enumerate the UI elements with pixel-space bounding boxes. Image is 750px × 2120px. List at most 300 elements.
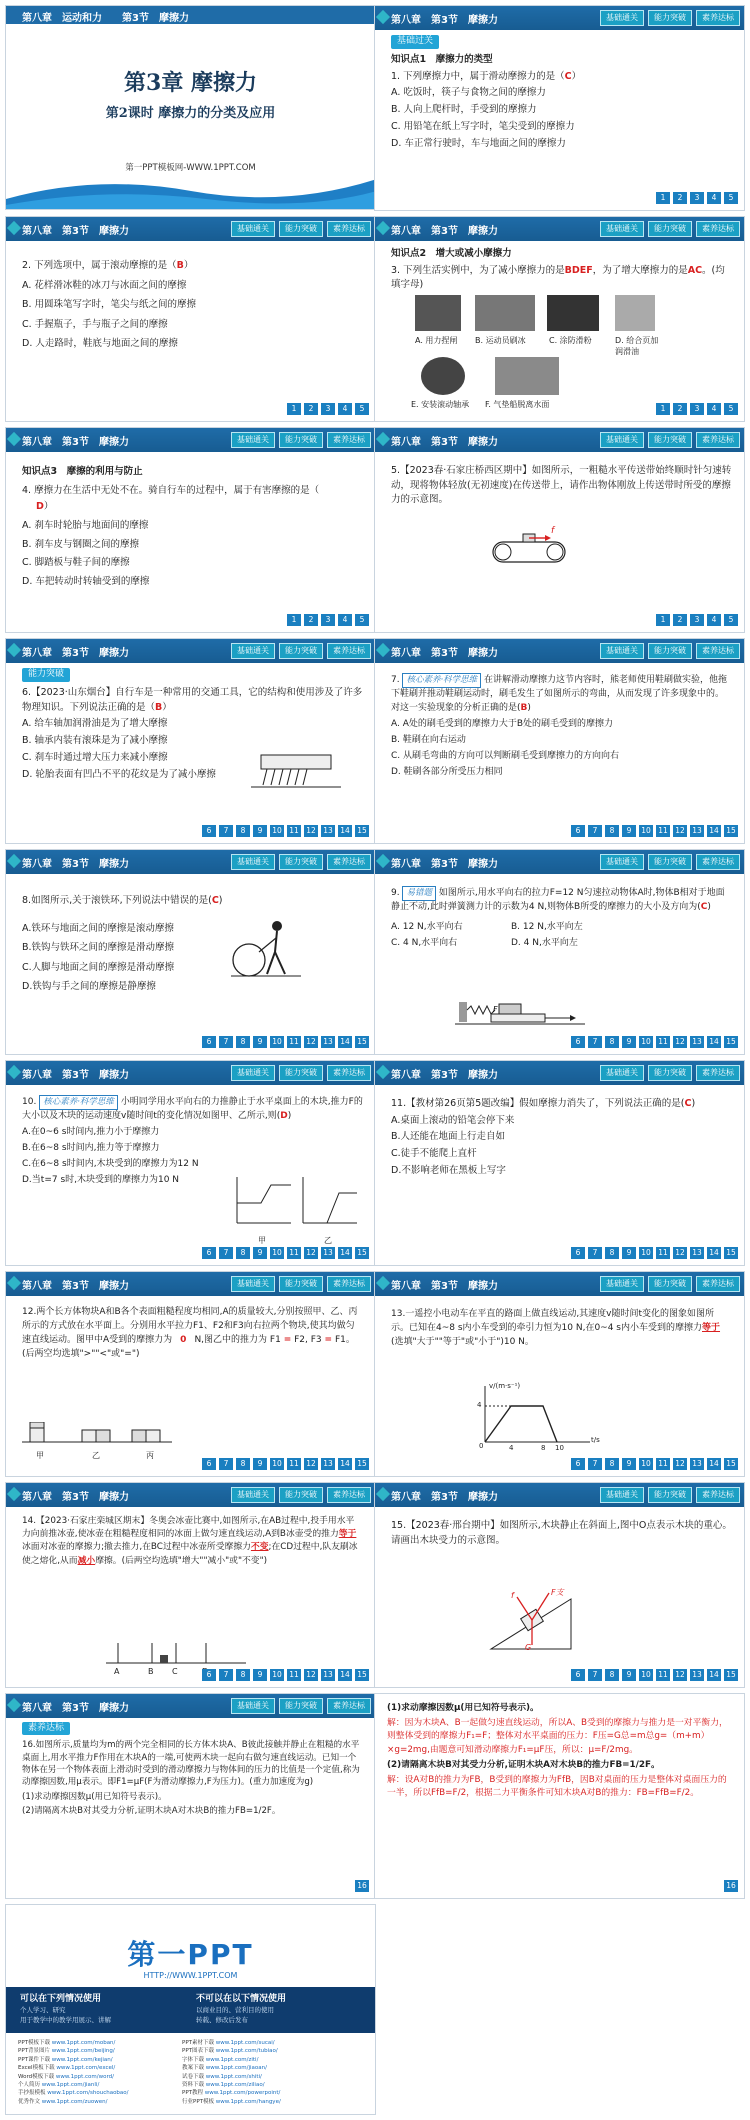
page-link[interactable]: 4 (338, 403, 352, 415)
page-link[interactable]: 6 (202, 1247, 216, 1259)
page-link[interactable]: 1 (656, 192, 670, 204)
question-text: 14.【2023·石家庄栾城区期末】冬奥会冰壶比赛中,如图所示,在AB过程中,投手用水平力向前推冰壶,使冰壶在粗糙程度相同的冰面上做匀速直线运动,A到B冰壶受的推力等于冰面对冰壶的摩擦力;撤去推力,在BC过程中冰壶所受摩擦力不变;在CD过程中,队友刷冰使之熔化,从而减小摩擦。(后两空均选填"增大""减小"或"不变") (22, 1516, 358, 1566)
page-link[interactable]: 9 (253, 1247, 267, 1259)
page-link[interactable]: 4 (707, 403, 721, 415)
ability-button[interactable]: 能力突破 (648, 1276, 692, 1292)
page-link[interactable]: 9 (622, 825, 636, 837)
cover-subtitle: 第2课时 摩擦力的分类及应用 (105, 106, 276, 121)
page-link[interactable]: 15 (724, 1036, 738, 1048)
link-label: 行业PPT模板 (182, 2098, 214, 2105)
page-link[interactable]: 15 (355, 1247, 369, 1259)
basic-button[interactable]: 基础通关 (600, 643, 644, 659)
basic-button[interactable]: 基础通关 (231, 221, 275, 237)
page-link[interactable]: 15 (355, 825, 369, 837)
link-url[interactable]: www.1ppt.com/word/ (55, 2073, 114, 2080)
page-link[interactable]: 8 (605, 1458, 619, 1470)
link-url[interactable]: www.1ppt.com/ziti/ (205, 2056, 259, 2063)
page-link[interactable]: 12 (673, 825, 687, 837)
page-link[interactable]: 9 (622, 1036, 636, 1048)
x-tick: 4 (509, 1444, 514, 1452)
page-link[interactable]: 8 (605, 1669, 619, 1681)
page-link[interactable]: 1 (287, 614, 301, 626)
page-link[interactable]: 6 (202, 825, 216, 837)
link-label: Word模板下载 (18, 2073, 55, 2080)
slide-header (375, 1272, 744, 1296)
page-link[interactable]: 11 (656, 1036, 670, 1048)
force-velocity-graphs (231, 1173, 361, 1233)
page-link[interactable]: 12 (673, 1669, 687, 1681)
page-link[interactable]: 8 (236, 825, 250, 837)
option-a: A. 吃饭时，筷子与食物之间的摩擦力 (391, 87, 546, 99)
link-url[interactable]: www.1ppt.com/hangye/ (215, 2098, 281, 2105)
literacy-button[interactable]: 素养达标 (327, 854, 371, 870)
page-link[interactable]: 7 (219, 1669, 233, 1681)
option-a: A. 给车轴加润滑油是为了增大摩擦 (22, 718, 168, 730)
link-url[interactable]: www.1ppt.com/zuowen/ (41, 2098, 108, 2105)
link-url[interactable]: www.1ppt.com/shouchaobao/ (47, 2090, 129, 2097)
page-link[interactable]: 9 (253, 1458, 267, 1470)
literacy-button[interactable]: 素养达标 (696, 643, 740, 659)
page-link[interactable]: 5 (724, 192, 738, 204)
question-text: 5.【2023春·石家庄桥西区期中】如图所示，一粗糙水平传送带始终顺时针匀速转动，现将物体轻放(无初速度)在传送带上，请作出物体刚放上传送带时所受的摩擦力的示意图。 (391, 465, 732, 506)
page-link[interactable]: 14 (707, 1458, 721, 1470)
option-b: B.铁钩与铁环之间的摩擦是滑动摩擦 (22, 942, 175, 954)
allow-item-1: 个人学习、研究 (20, 2006, 66, 2014)
conveyor-figure (485, 528, 575, 568)
slide-cover (5, 5, 376, 210)
diamond-icon (7, 643, 21, 657)
slide-header (375, 850, 744, 874)
option-c: C. 脚踏板与鞋子间的摩擦 (22, 557, 130, 569)
diamond-icon (7, 1276, 21, 1290)
sub-question-1: (1)求动摩擦因数μ(用已知符号表示)。 (387, 1703, 539, 1713)
page-link[interactable]: 7 (219, 1036, 233, 1048)
page-link[interactable]: 10 (270, 1458, 284, 1470)
link-label: 手抄报模板 (18, 2090, 46, 2097)
allow-title: 可以在下列情况使用 (20, 1994, 102, 2004)
ability-button[interactable]: 能力突破 (648, 10, 692, 26)
page-link[interactable]: 6 (202, 1458, 216, 1470)
link-url[interactable]: www.1ppt.com/ziliao/ (205, 2082, 265, 2089)
point-c: C (172, 1667, 178, 1676)
link-label: 优秀作文 (18, 2098, 41, 2105)
page-link[interactable]: 4 (338, 614, 352, 626)
page-link[interactable]: 10 (270, 825, 284, 837)
page-link[interactable]: 2 (673, 403, 687, 415)
pager (571, 1036, 738, 1048)
page-link[interactable]: 7 (588, 1669, 602, 1681)
ability-button[interactable]: 能力突破 (279, 1276, 323, 1292)
pager (571, 1458, 738, 1470)
basic-button[interactable]: 基础通关 (600, 854, 644, 870)
pager (571, 1247, 738, 1259)
ability-button[interactable]: 能力突破 (648, 221, 692, 237)
diamond-icon (376, 432, 390, 446)
literacy-button[interactable]: 素养达标 (327, 1487, 371, 1503)
page-link[interactable]: 9 (253, 825, 267, 837)
page-link[interactable]: 8 (605, 1036, 619, 1048)
page-link[interactable]: 11 (656, 1669, 670, 1681)
diamond-icon (7, 854, 21, 868)
page-link[interactable]: 15 (724, 1669, 738, 1681)
literacy-button[interactable]: 素养达标 (696, 1276, 740, 1292)
page-link[interactable]: 9 (253, 1036, 267, 1048)
velocity-time-graph (465, 1382, 595, 1452)
curling-figure (106, 1643, 246, 1667)
page-link[interactable]: 6 (571, 1036, 585, 1048)
page-link[interactable]: 6 (202, 1036, 216, 1048)
question-text: 2. 下列选项中，属于滚动摩擦的是（B） (22, 260, 194, 271)
page-link[interactable]: 10 (270, 1247, 284, 1259)
question-text: 16.如图所示,质量均为m的两个完全相同的长方体木块A、B彼此接触并静止在粗糙的水平桌面上,用水平推力F作用在木块A的一端,可使两木块一起向右做匀速直线运动。已知一个物体在另一个物体表面上滑动时受到的滑动摩擦力与物体间的压力的比值是一个定值,称为动摩擦因数,用μ表示。即F1=μF(F为滑动摩擦力,F为压力)。(重力加速度为g) (22, 1740, 360, 1788)
bearing-photo (421, 357, 465, 395)
literacy-button[interactable]: 素养达标 (696, 221, 740, 237)
slide-q8 (5, 849, 376, 1055)
literacy-button[interactable]: 素养达标 (327, 1065, 371, 1081)
page-link[interactable]: 10 (270, 1036, 284, 1048)
literacy-button[interactable]: 素养达标 (696, 432, 740, 448)
question-text: 1. 下列摩擦力中，属于滑动摩擦力的是（C） (391, 70, 582, 82)
caption-e: E. 安装滚动轴承 (411, 400, 470, 409)
literacy-button[interactable]: 素养达标 (327, 643, 371, 659)
page-link[interactable]: 12 (304, 825, 318, 837)
ability-button[interactable]: 能力突破 (648, 854, 692, 870)
diamond-icon (376, 221, 390, 235)
slide-q6 (5, 638, 376, 844)
cover-title: 第3章 摩擦力 (124, 70, 257, 96)
ability-button[interactable]: 能力突破 (279, 643, 323, 659)
option-a: A. 花样滑冰鞋的冰刀与冰面之间的摩擦 (22, 279, 187, 291)
page-link[interactable]: 13 (321, 1458, 335, 1470)
question-text: 9. 易错题 如图所示,用水平向右的拉力F=12 N匀速拉动物体A时,物体B相对于地面静止不动,此时弹簧测力计的示数为4 N,则物体B所受的摩擦力的大小及方向为(C) (391, 888, 725, 913)
diamond-icon (7, 1065, 21, 1079)
page-link[interactable]: 8 (236, 1247, 250, 1259)
page-link[interactable]: 9 (622, 1247, 636, 1259)
slide-header (6, 639, 375, 663)
page-link[interactable]: 10 (639, 1036, 653, 1048)
page-link[interactable]: 7 (219, 1247, 233, 1259)
page-link[interactable]: 13 (321, 1669, 335, 1681)
link-url[interactable]: www.1ppt.com/excel/ (56, 2065, 116, 2072)
basic-button[interactable]: 基础通关 (231, 643, 275, 659)
diamond-icon (7, 221, 21, 235)
link-url[interactable]: www.1ppt.com/kejian/ (51, 2056, 113, 2063)
page-link[interactable]: 13 (690, 1458, 704, 1470)
page-link[interactable]: 5 (724, 614, 738, 626)
page-link[interactable]: 10 (639, 825, 653, 837)
link-url[interactable]: www.1ppt.com/sucai/ (215, 2040, 275, 2046)
spring-scale-figure (455, 990, 585, 1030)
page-link[interactable]: 14 (707, 1669, 721, 1681)
question-text: 10. 核心素养·科学思维 小明同学用水平向右的力推静止于水平桌面上的木块,推力F的大小以及木块的运动速度v随时间t的变化情况如图甲、乙所示,则(D) (22, 1097, 363, 1122)
page-link[interactable]: 13 (321, 1036, 335, 1048)
slide-q7 (374, 638, 745, 844)
page-link[interactable]: 15 (724, 1247, 738, 1259)
blank-1: = (283, 1334, 292, 1345)
page-link[interactable]: 1 (287, 403, 301, 415)
option-b: B.人还能在地面上行走自如 (391, 1131, 506, 1143)
solution-1: 解：因为木块A、B一起做匀速直线运动，所以A、B受到的摩擦力与推力是一对平衡力，则整体受到的摩擦力F₁=F；整体对水平桌面的压力：F压=G总=m总g=（m+m）×g=2mg,由题意可知滑动摩擦力F₁=μF压，所以：μ=F/2mg。 (387, 1718, 728, 1755)
basic-button[interactable]: 基础通关 (231, 1698, 275, 1714)
literacy-button[interactable]: 素养达标 (327, 1698, 371, 1714)
option-b: B. 12 N,水平向左 (511, 922, 583, 933)
slide-header (375, 6, 744, 30)
page-link[interactable]: 1 (656, 403, 670, 415)
page-link[interactable]: 7 (588, 1458, 602, 1470)
page-link[interactable]: 12 (304, 1036, 318, 1048)
sub-question-2: (2)请隔离木块B对其受力分析,证明木块A对木块B的推力FB=1/2F。 (22, 1806, 281, 1817)
ability-button[interactable]: 能力突破 (279, 432, 323, 448)
page-link[interactable]: 14 (338, 1458, 352, 1470)
ability-button[interactable]: 能力突破 (279, 221, 323, 237)
hinge-photo (615, 295, 655, 331)
ability-button[interactable]: 能力突破 (648, 432, 692, 448)
page-link[interactable]: 4 (707, 614, 721, 626)
page-link[interactable]: 14 (707, 1036, 721, 1048)
page-link[interactable]: 13 (690, 1669, 704, 1681)
link-url[interactable]: www.1ppt.com/shiti/ (205, 2073, 262, 2080)
page-link[interactable]: 14 (707, 825, 721, 837)
page-link[interactable]: 6 (571, 825, 585, 837)
page-link[interactable]: 15 (724, 825, 738, 837)
page-link[interactable]: 13 (690, 1036, 704, 1048)
literacy-tag: 核心素养·科学思维 (402, 673, 481, 688)
slide-q13 (374, 1271, 745, 1477)
pager (202, 1036, 369, 1048)
solution-2: 解：设A对B的推力为FB，B受到的摩擦力为FfB，因B对桌面的压力是整体对桌面压力的一半，所以FfB=F/2，根据二力平衡条件可知木块A对B的推力：FB=FfB=F/2。 (387, 1774, 727, 1799)
page-link[interactable]: 8 (605, 825, 619, 837)
page-link[interactable]: 13 (321, 1247, 335, 1259)
page-link[interactable]: 7 (219, 825, 233, 837)
slide-q1 (374, 5, 745, 211)
literacy-button[interactable]: 素养达标 (696, 10, 740, 26)
pager (571, 1669, 738, 1681)
chapter-label: 第八章 第3节 摩擦力 (391, 226, 498, 237)
slide-header (6, 1061, 375, 1085)
pager (656, 614, 738, 626)
page-link[interactable]: 6 (571, 1669, 585, 1681)
chapter-label: 第八章 第3节 摩擦力 (22, 1281, 129, 1292)
basic-button[interactable]: 基础通关 (600, 1276, 644, 1292)
slide-q10 (5, 1060, 376, 1266)
ability-button[interactable]: 能力突破 (648, 1487, 692, 1503)
link-url[interactable]: www.1ppt.com/tubiao/ (215, 2048, 278, 2055)
page-link[interactable]: 3 (690, 614, 704, 626)
ability-button[interactable]: 能力突破 (648, 1065, 692, 1081)
basic-button[interactable]: 基础通关 (231, 854, 275, 870)
deny-item-1: 以商业目的、营利目的使用 (196, 2006, 274, 2014)
link-url[interactable]: www.1ppt.com/beijing/ (51, 2048, 115, 2055)
slide-header (6, 1483, 375, 1507)
page-link[interactable]: 10 (270, 1669, 284, 1681)
answer: D (280, 1111, 288, 1122)
answer: 等于 (702, 1322, 721, 1333)
page-link[interactable]: 15 (724, 1458, 738, 1470)
page-link[interactable]: 15 (355, 1458, 369, 1470)
literacy-button[interactable]: 素养达标 (327, 1276, 371, 1292)
page-link[interactable]: 2 (673, 614, 687, 626)
option-a: A. A处的刷毛受到的摩擦力大于B处的刷毛受到的摩擦力 (391, 719, 614, 730)
page-link[interactable]: 11 (287, 825, 301, 837)
page-link[interactable]: 8 (236, 1458, 250, 1470)
basic-button[interactable]: 基础通关 (600, 10, 644, 26)
chapter-label: 第八章 第3节 摩擦力 (391, 648, 498, 659)
page-link[interactable]: 3 (321, 403, 335, 415)
page-link[interactable]: 7 (588, 1036, 602, 1048)
page-link[interactable]: 3 (321, 614, 335, 626)
ability-button[interactable]: 能力突破 (648, 643, 692, 659)
literacy-button[interactable]: 素养达标 (327, 221, 371, 237)
page-link[interactable]: 12 (673, 1036, 687, 1048)
page-link[interactable]: 2 (673, 192, 687, 204)
question-text: 8.如图所示,关于滚铁环,下列说法中错误的是(C) (22, 895, 223, 906)
page-link[interactable]: 10 (639, 1458, 653, 1470)
knowledge-point: 知识点1 摩擦力的类型 (391, 53, 493, 65)
link-label: Excel模板下载 (18, 2065, 55, 2072)
ability-button[interactable]: 能力突破 (279, 1487, 323, 1503)
chapter-label: 第八章 第3节 摩擦力 (391, 1070, 498, 1081)
page-link[interactable]: 2 (304, 614, 318, 626)
page-link[interactable]: 8 (236, 1669, 250, 1681)
page-link[interactable]: 15 (355, 1669, 369, 1681)
section-tag: 基础过关 (391, 35, 439, 49)
option-b: B. 鞋刷在向右运动 (391, 734, 466, 745)
friction-label: f (551, 526, 555, 536)
basic-button[interactable]: 基础通关 (231, 432, 275, 448)
page-link[interactable]: 3 (690, 403, 704, 415)
page-link[interactable]: 11 (287, 1458, 301, 1470)
pager (571, 825, 738, 837)
slide-header (6, 1694, 375, 1718)
page-link[interactable]: 14 (338, 1669, 352, 1681)
link-url[interactable]: www.1ppt.com/moban/ (51, 2040, 116, 2046)
page-link[interactable]: 2 (304, 403, 318, 415)
cover-wave (6, 169, 376, 209)
question-text: 7. 核心素养·科学思维 在讲解滑动摩擦力这节内容时，熊老师使用鞋刷做实验，他拖下鞋刷并推动鞋刷运动时，刷毛发生了如图所示的弯曲，从而发现了许多现象中的。对这一实验现象的分析正确的是(B) (391, 675, 728, 714)
page-link[interactable]: 13 (321, 825, 335, 837)
link-label: 试卷下载 (182, 2073, 205, 2080)
page-link[interactable]: 3 (690, 192, 704, 204)
page-link[interactable]: 7 (219, 1458, 233, 1470)
page-link[interactable]: 11 (287, 1247, 301, 1259)
basic-button[interactable]: 基础通关 (600, 221, 644, 237)
curling-photo (475, 295, 535, 331)
page-link[interactable]: 12 (673, 1458, 687, 1470)
page-link[interactable]: 5 (355, 403, 369, 415)
x-axis-label: t/s (591, 1436, 600, 1444)
page-link[interactable]: 16 (724, 1880, 738, 1892)
literacy-button[interactable]: 素养达标 (696, 854, 740, 870)
literacy-button[interactable]: 素养达标 (327, 432, 371, 448)
caption-jia: 甲 (258, 1236, 266, 1245)
links-right (182, 2039, 281, 2106)
pager (202, 1458, 369, 1470)
page-link[interactable]: 12 (304, 1458, 318, 1470)
answer: C (211, 895, 219, 906)
links-left (18, 2039, 129, 2106)
page-link[interactable]: 6 (571, 1247, 585, 1259)
page-link[interactable]: 10 (639, 1247, 653, 1259)
page-link[interactable]: 12 (304, 1247, 318, 1259)
page-link[interactable]: 8 (236, 1036, 250, 1048)
basic-button[interactable]: 基础通关 (600, 432, 644, 448)
ability-button[interactable]: 能力突破 (279, 1698, 323, 1714)
page-link[interactable]: 9 (622, 1458, 636, 1470)
option-c: C.徒手不能爬上直杆 (391, 1148, 477, 1160)
basic-button[interactable]: 基础通关 (600, 1487, 644, 1503)
ability-button[interactable]: 能力突破 (279, 854, 323, 870)
option-d: D. 车正常行驶时，车与地面之间的摩擦力 (391, 137, 566, 149)
basic-button[interactable]: 基础通关 (231, 1065, 275, 1081)
link-url[interactable]: www.1ppt.com/jianli/ (41, 2082, 100, 2089)
page-link[interactable]: 13 (690, 1247, 704, 1259)
basic-button[interactable]: 基础通关 (231, 1487, 275, 1503)
page-link[interactable]: 11 (287, 1036, 301, 1048)
slide-q4 (5, 427, 376, 633)
page-link[interactable]: 11 (656, 1458, 670, 1470)
chapter-label: 第八章 第3节 摩擦力 (391, 859, 498, 870)
option-b: B. 轴承内装有滚珠是为了减小摩擦 (22, 735, 168, 747)
page-link[interactable]: 9 (253, 1669, 267, 1681)
page-link[interactable]: 9 (622, 1669, 636, 1681)
page-link[interactable]: 11 (287, 1669, 301, 1681)
slide-header (6, 217, 375, 241)
page-link[interactable]: 7 (588, 825, 602, 837)
basic-button[interactable]: 基础通关 (231, 1276, 275, 1292)
page-link[interactable]: 13 (690, 825, 704, 837)
page-link[interactable]: 14 (338, 1247, 352, 1259)
hovercraft-photo (495, 357, 559, 395)
page-link[interactable]: 5 (724, 403, 738, 415)
slide-q12 (5, 1271, 376, 1477)
literacy-button[interactable]: 素养达标 (696, 1065, 740, 1081)
page-link[interactable]: 12 (304, 1669, 318, 1681)
x-tick: 10 (555, 1444, 564, 1452)
blocks-figure (22, 1422, 172, 1450)
option-c: C.在6~8 s时间内,木块受到的摩擦力为12 N (22, 1158, 199, 1169)
question-text: 6.【2023·山东烟台】自行车是一种常用的交通工具，它的结构和使用涉及了许多物理知识。下列说法正确的是（B） (22, 686, 363, 713)
literacy-tag: 核心素养·科学思维 (39, 1095, 118, 1110)
page-link[interactable]: 12 (673, 1247, 687, 1259)
page-link[interactable]: 6 (571, 1458, 585, 1470)
ability-button[interactable]: 能力突破 (279, 1065, 323, 1081)
link-label: PPT背景图片 (18, 2048, 50, 2055)
allow-item-2: 用于教学中的教学用展示、讲解 (20, 2016, 111, 2024)
chapter-label: 第八章 第3节 摩擦力 (22, 1703, 129, 1714)
page-link[interactable]: 14 (338, 825, 352, 837)
link-url[interactable]: www.1ppt.com/powerpoint/ (204, 2090, 281, 2097)
page-link[interactable]: 4 (707, 192, 721, 204)
page-link[interactable]: 1 (656, 614, 670, 626)
page-link[interactable]: 6 (202, 1669, 216, 1681)
page-link[interactable]: 8 (605, 1247, 619, 1259)
option-a: A.铁环与地面之间的摩擦是滚动摩擦 (22, 922, 174, 934)
pager (202, 1247, 369, 1259)
literacy-button[interactable]: 素养达标 (696, 1487, 740, 1503)
link-url[interactable]: www.1ppt.com/jiaoan/ (205, 2065, 267, 2072)
page-link[interactable]: 10 (639, 1669, 653, 1681)
hoop-rolling-figure (231, 912, 301, 982)
page-link[interactable]: 5 (355, 614, 369, 626)
page-link[interactable]: 7 (588, 1247, 602, 1259)
page-link[interactable]: 14 (338, 1036, 352, 1048)
page-link[interactable]: 15 (355, 1036, 369, 1048)
basic-button[interactable]: 基础通关 (600, 1065, 644, 1081)
page-link[interactable]: 11 (656, 1247, 670, 1259)
page-link[interactable]: 16 (355, 1880, 369, 1892)
page-link[interactable]: 14 (707, 1247, 721, 1259)
page-link[interactable]: 11 (656, 825, 670, 837)
